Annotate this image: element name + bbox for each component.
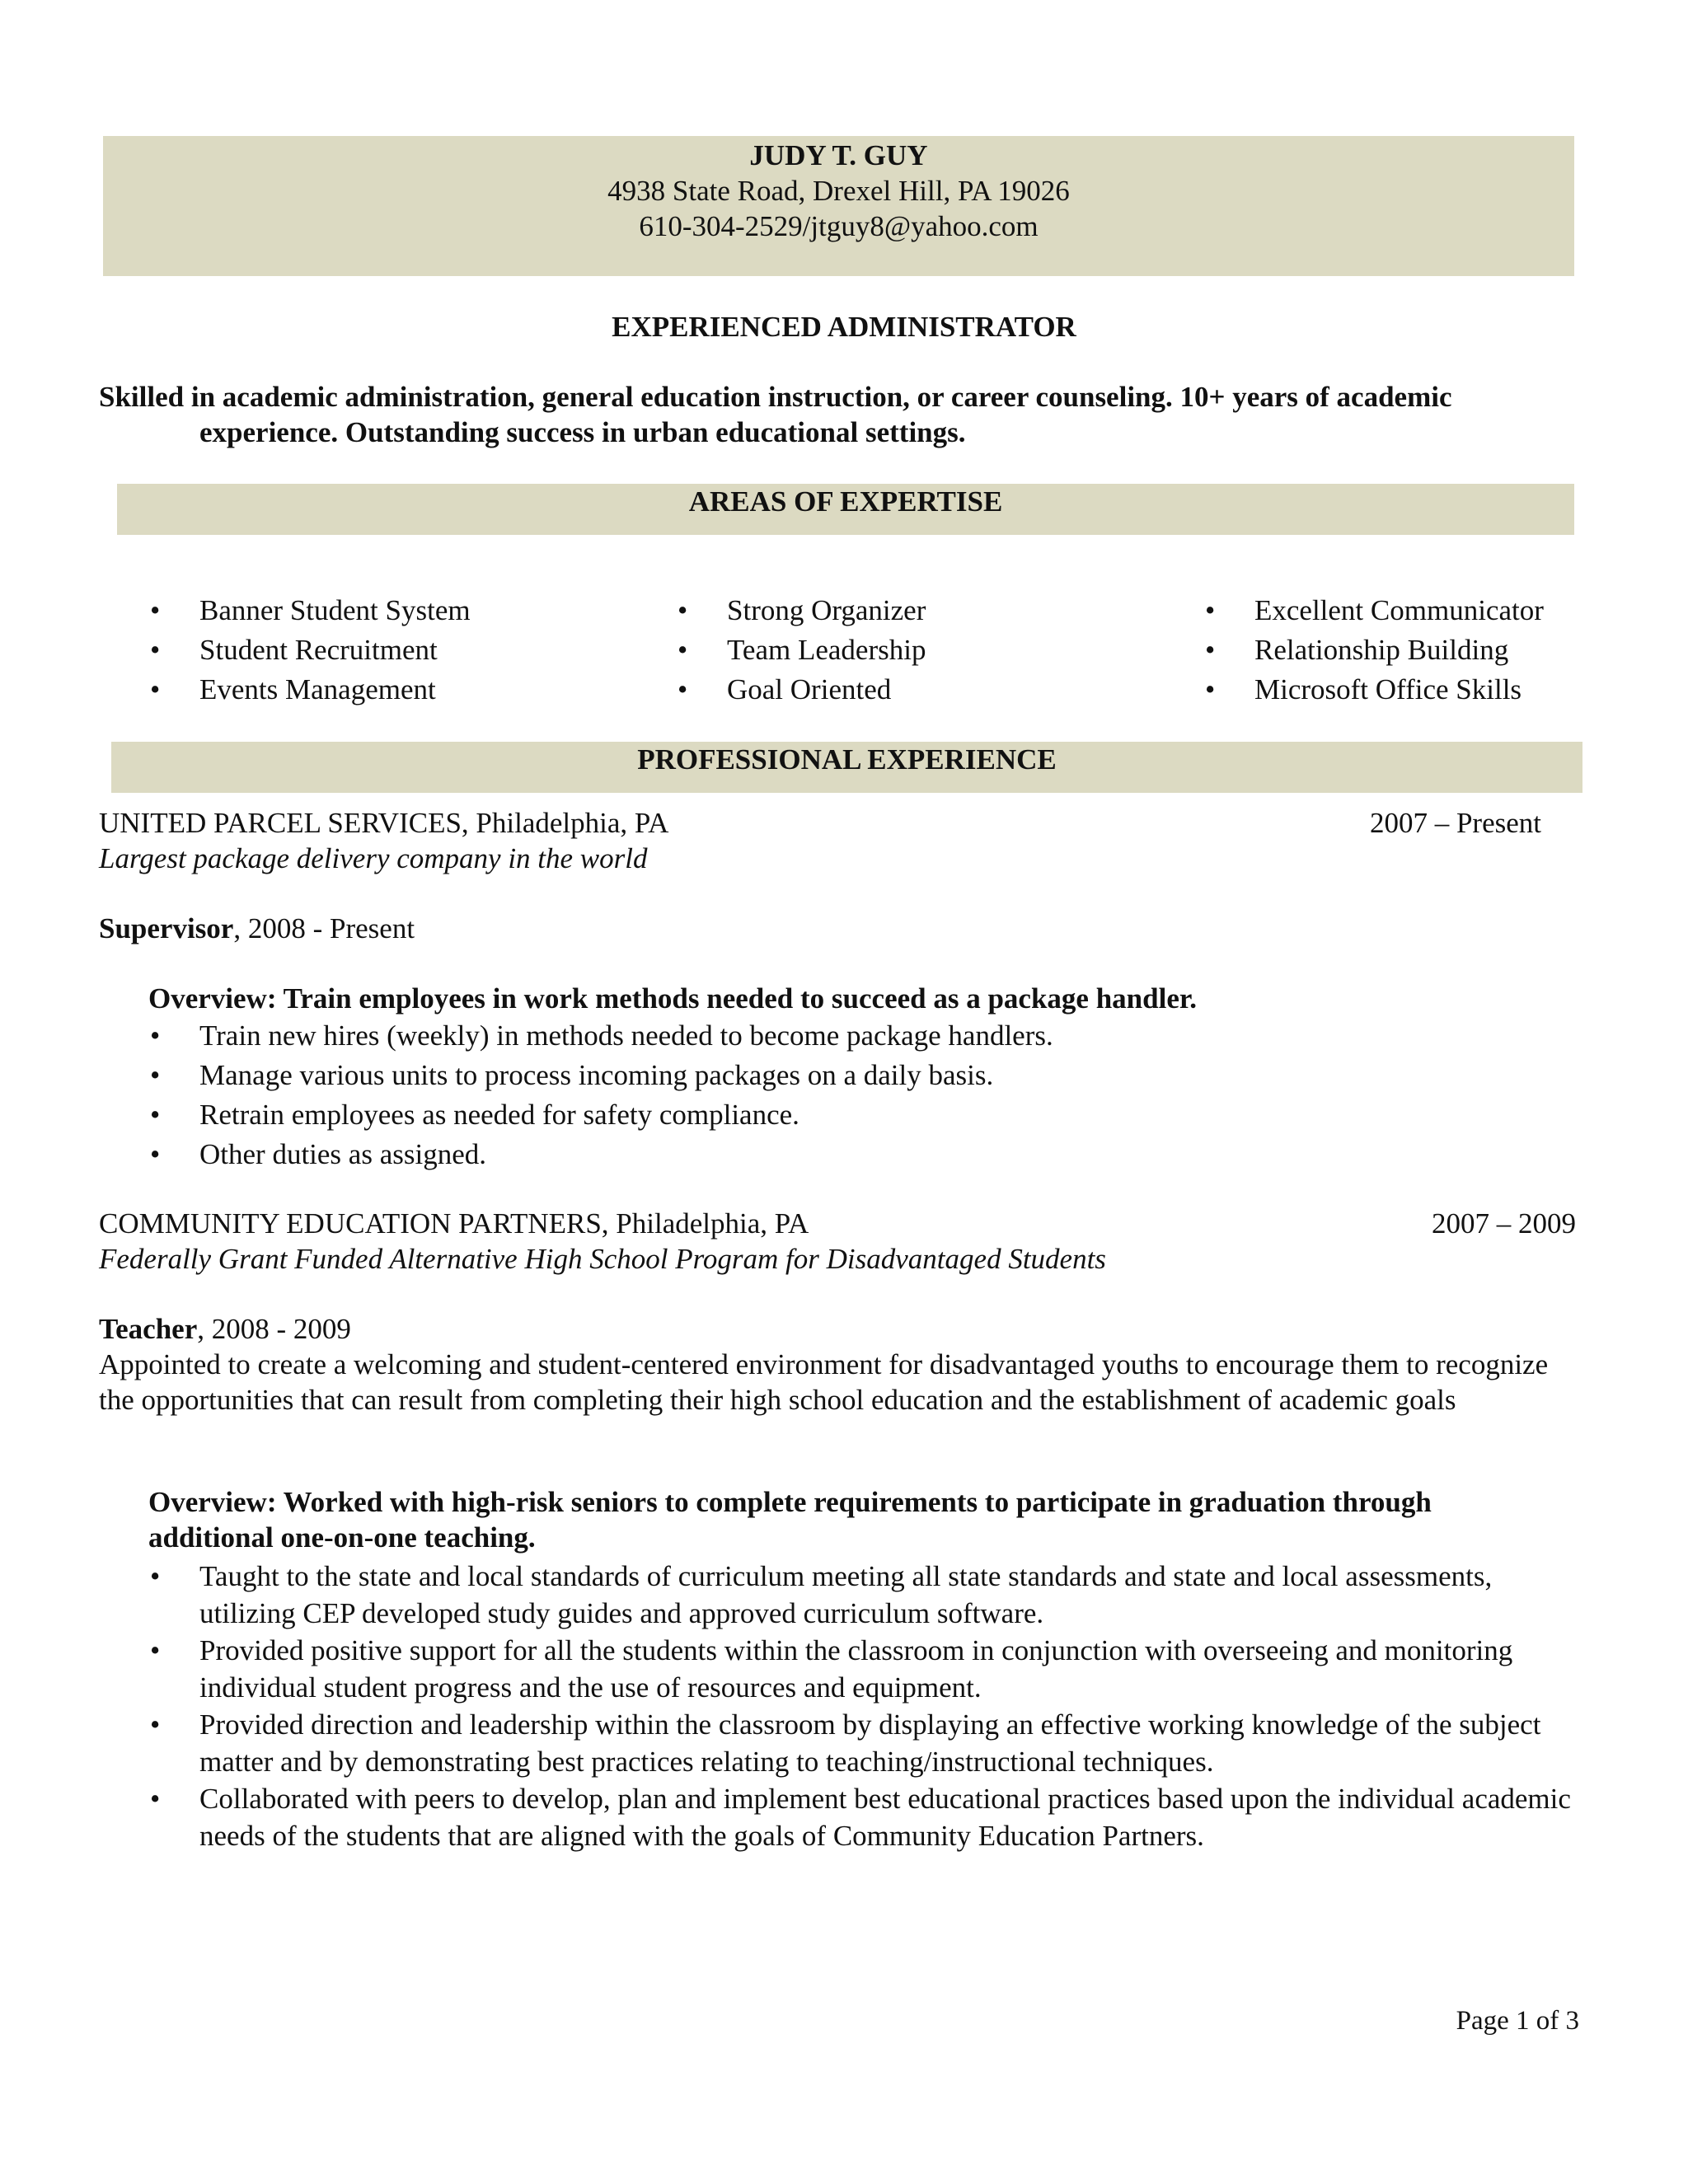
duty-item: • Manage various units to process incoming packages on a daily basis. bbox=[150, 1056, 1582, 1095]
page-number: Page 1 of 3 bbox=[1456, 2006, 1579, 2036]
job-2-header bbox=[99, 1206, 1574, 1241]
summary-paragraph: Skilled in academic administration, general education instruction, or career counseling. 10+ years of academic experience. Outstanding success in urban educational settings. bbox=[99, 381, 1452, 448]
duty-item: • Other duties as assigned. bbox=[150, 1135, 1582, 1174]
job-1-header bbox=[99, 805, 1574, 841]
job-1-role-title: Supervisor bbox=[99, 912, 234, 944]
expertise-item: • Team Leadership bbox=[678, 630, 926, 670]
expertise-section-header bbox=[117, 484, 1574, 535]
expertise-item: • Student Recruitment bbox=[150, 630, 471, 670]
job-1-role-dates: , 2008 - Present bbox=[233, 912, 415, 944]
job-2-summary: Appointed to create a welcoming and student-centered environment for disadvantaged youths to encourage them to recognize the opportunities that can result from completing their high school education and the establishment of academic goals bbox=[99, 1348, 1549, 1416]
expertise-item: • Banner Student System bbox=[150, 591, 471, 630]
duty-item: • Retrain employees as needed for safety compliance. bbox=[150, 1095, 1582, 1135]
objective-title: EXPERIENCED ADMINISTRATOR bbox=[612, 311, 1076, 343]
job-1-description: Largest package delivery company in the world bbox=[99, 842, 648, 874]
experience-heading: PROFESSIONAL EXPERIENCE bbox=[637, 743, 1057, 776]
expertise-heading: AREAS OF EXPERTISE bbox=[688, 485, 1003, 518]
expertise-column-1 bbox=[150, 591, 471, 710]
duty-item: • Collaborated with peers to develop, plan and implement best educational practices based upon the individual academic needs of the students that are aligned with the goals of Community Education Partners. bbox=[150, 1780, 1582, 1854]
candidate-address: 4938 State Road, Drexel Hill, PA 19026 bbox=[607, 175, 1070, 207]
expertise-item: • Relationship Building bbox=[1205, 630, 1544, 670]
job-1-duties bbox=[150, 1016, 1582, 1174]
job-1-dates: 2007 – Present bbox=[1369, 807, 1541, 839]
job-2-role bbox=[99, 1311, 351, 1347]
expertise-item: • Strong Organizer bbox=[678, 591, 926, 630]
job-2-organization: COMMUNITY EDUCATION PARTNERS, Philadelphia, PA bbox=[99, 1207, 809, 1240]
job-1-role bbox=[99, 911, 415, 946]
job-2-overview: Overview: Worked with high-risk seniors to complete requirements to participate in graduation through additional one-on-one teaching. bbox=[148, 1486, 1432, 1554]
job-2-dates: 2007 – 2009 bbox=[1432, 1207, 1576, 1240]
job-2-role-title: Teacher bbox=[99, 1313, 198, 1345]
expertise-column-2 bbox=[678, 591, 926, 710]
duty-item: • Train new hires (weekly) in methods needed to become package handlers. bbox=[150, 1016, 1582, 1056]
candidate-contact: 610-304-2529/jtguy8@yahoo.com bbox=[639, 210, 1039, 242]
expertise-item: • Goal Oriented bbox=[678, 670, 926, 710]
expertise-item: • Events Management bbox=[150, 670, 471, 710]
job-1-organization: UNITED PARCEL SERVICES, Philadelphia, PA bbox=[99, 807, 669, 839]
expertise-item: • Excellent Communicator bbox=[1205, 591, 1544, 630]
job-1-overview: Overview: Train employees in work methods needed to succeed as a package handler. bbox=[148, 982, 1197, 1015]
candidate-name: JUDY T. GUY bbox=[749, 139, 928, 171]
expertise-column-3 bbox=[1205, 591, 1544, 710]
duty-item: • Provided direction and leadership within the classroom by displaying an effective working knowledge of the subject matter and by demonstrating best practices relating to teaching/instructional techniques. bbox=[150, 1706, 1582, 1780]
job-2-role-dates: , 2008 - 2009 bbox=[197, 1313, 351, 1345]
duty-item: • Provided positive support for all the students within the classroom in conjunction with overseeing and monitoring individual student progress and the use of resources and equipment. bbox=[150, 1632, 1582, 1706]
job-2-description: Federally Grant Funded Alternative High School Program for Disadvantaged Students bbox=[99, 1243, 1106, 1275]
experience-section-header bbox=[111, 742, 1582, 793]
expertise-item: • Microsoft Office Skills bbox=[1205, 670, 1544, 710]
contact-header bbox=[103, 136, 1574, 276]
duty-item: • Taught to the state and local standards of curriculum meeting all state standards and state and local assessments, utilizing CEP developed study guides and approved curriculum software. bbox=[150, 1558, 1582, 1632]
job-2-duties bbox=[150, 1558, 1582, 1854]
